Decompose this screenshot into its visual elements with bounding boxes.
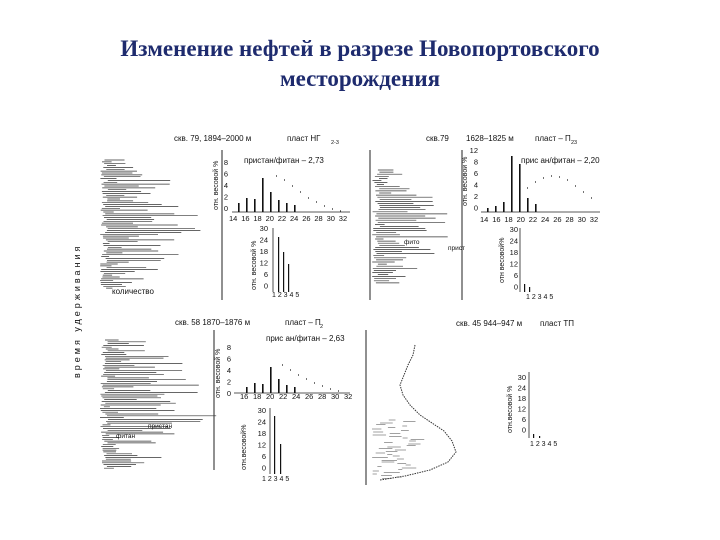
- panel-depth: 1628–1825 м: [466, 134, 514, 143]
- y-tick: 30: [257, 406, 266, 415]
- x-tick: 14: [480, 215, 489, 224]
- side-axis-label: время удерживания: [72, 243, 82, 378]
- y-tick: 18: [259, 247, 268, 256]
- x-tick: 26: [305, 392, 314, 401]
- x-tick: 32: [589, 215, 599, 224]
- alkane-envelope: [527, 176, 592, 198]
- x-tick: 22: [528, 215, 538, 224]
- count-label: количество: [112, 287, 154, 296]
- y-tick: 12: [509, 259, 518, 269]
- composition-bar: [288, 264, 289, 292]
- y-tick: 0: [261, 463, 266, 473]
- chromatogram-bar: [270, 192, 272, 212]
- panel-header: скв. 45 944–947 м: [456, 319, 523, 328]
- chromatogram-bar: [254, 199, 256, 212]
- y-tick: 12: [517, 404, 526, 414]
- chromatogram-bar: [262, 178, 264, 212]
- slide-title-line-1: Изменение нефтей в разрезе Новопортовского: [120, 36, 600, 61]
- y-tick: 6: [513, 271, 518, 280]
- axis-label-pct: отн. весовой %: [215, 348, 222, 398]
- x-tick: 18: [253, 392, 262, 401]
- chromatogram-trace: [100, 340, 216, 468]
- chromatogram-bar: [246, 198, 248, 212]
- bottom-ticks: 1 2 3 4 5: [272, 292, 300, 299]
- alkane-envelope: [282, 365, 339, 391]
- axis-label-pct-2: отн. весовой %: [251, 240, 258, 290]
- x-tick: 24: [290, 214, 299, 223]
- y-tick: 0: [513, 282, 518, 292]
- layer-subscript: 2-3: [331, 140, 339, 146]
- chromatogram-bar: [238, 203, 240, 212]
- layer-label: пласт – П: [285, 318, 321, 327]
- chromatogram-bar: [294, 205, 296, 212]
- y-tick: 6: [473, 169, 478, 178]
- bottom-ticks: 1 2 3 4 5: [526, 294, 554, 301]
- y-tick: 2: [473, 192, 478, 201]
- composition-bar: [283, 252, 284, 292]
- y-tick: 6: [226, 354, 231, 364]
- y-tick: 2: [226, 377, 231, 387]
- chromatogram-bar: [511, 156, 513, 212]
- x-tick: 28: [314, 214, 323, 223]
- y-tick: 30: [259, 224, 268, 233]
- y-tick: 0: [521, 425, 526, 435]
- y-tick: 24: [259, 235, 268, 245]
- peak-label: фито: [404, 239, 420, 246]
- bottom-ticks: 1 2 3 4 5: [262, 476, 290, 483]
- y-tick: 0: [263, 281, 268, 291]
- chromatogram-trace: [372, 170, 448, 283]
- chromatogram-bar: [278, 200, 280, 212]
- chromatogram-bar: [286, 203, 288, 212]
- slide-title-line-2: месторождения: [279, 66, 441, 91]
- x-tick: 16: [492, 215, 501, 224]
- y-tick: 30: [509, 225, 518, 234]
- y-tick: 0: [223, 204, 228, 213]
- chromatogram-bar: [535, 204, 537, 212]
- pristane-phytane-ratio: прис ан/фитан – 2,20: [521, 156, 600, 165]
- x-tick: 16: [240, 392, 249, 401]
- x-tick: 20: [516, 215, 525, 224]
- x-tick: 30: [577, 215, 586, 224]
- x-tick: 22: [277, 214, 287, 223]
- y-tick: 8: [226, 343, 231, 352]
- y-tick: 8: [473, 157, 478, 167]
- y-tick: 8: [223, 158, 228, 167]
- y-tick: 6: [261, 452, 266, 461]
- x-tick: 18: [253, 214, 262, 223]
- x-tick: 26: [302, 214, 311, 223]
- hump-trace: [380, 345, 456, 480]
- peak-label: фитан: [116, 433, 136, 440]
- panel-header: скв. 79, 1894–2000 м: [174, 134, 252, 143]
- layer-label: пласт – П: [535, 134, 571, 143]
- y-tick: 0: [473, 203, 478, 213]
- y-tick: 6: [521, 415, 526, 424]
- chromatogram-bar: [262, 384, 264, 393]
- x-tick: 24: [541, 215, 550, 224]
- y-tick: 12: [469, 146, 478, 155]
- y-tick: 0: [226, 389, 231, 398]
- axis-label-pct-2: отн весовой%: [499, 237, 506, 283]
- x-tick: 28: [318, 392, 327, 401]
- layer-subscript: 23: [571, 140, 578, 146]
- x-tick: 14: [229, 214, 238, 223]
- x-tick: 28: [565, 215, 574, 224]
- peak-label: прист: [448, 245, 465, 252]
- y-tick: 24: [257, 417, 266, 427]
- axis-label-pct-2: отн.весовой %: [507, 385, 514, 433]
- y-tick: 6: [263, 270, 268, 279]
- chromatogram-bar: [495, 206, 497, 212]
- x-tick: 32: [338, 214, 348, 223]
- chromatogram-bar: [487, 208, 489, 212]
- y-tick: 24: [509, 236, 518, 246]
- chromatogram-bar: [503, 202, 505, 212]
- x-tick: 26: [553, 215, 562, 224]
- pristane-phytane-ratio: пристан/фитан – 2,73: [244, 156, 324, 165]
- panel-header: скв.79: [426, 134, 449, 143]
- y-tick: 4: [223, 181, 228, 190]
- y-tick: 18: [517, 394, 526, 403]
- chromatogram-trace: [100, 160, 200, 288]
- x-tick: 18: [504, 215, 513, 224]
- panel-header: скв. 58 1870–1876 м: [175, 318, 251, 327]
- y-tick: 2: [223, 192, 228, 202]
- composition-bar: [278, 237, 279, 292]
- y-tick: 12: [259, 258, 268, 268]
- y-tick: 4: [226, 366, 231, 375]
- y-tick: 12: [257, 440, 266, 450]
- y-tick: 18: [257, 429, 266, 438]
- axis-label-pct: отн. весовой %: [213, 160, 220, 210]
- axis-label-pct-2: отн.весовой%: [241, 424, 248, 470]
- x-tick: 24: [292, 392, 301, 401]
- alkane-envelope: [276, 176, 341, 211]
- y-tick: 30: [517, 373, 526, 382]
- layer-subscript: 2: [320, 324, 324, 330]
- x-tick: 30: [326, 214, 335, 223]
- composition-bar: [274, 416, 275, 474]
- chromatogram-bar: [270, 367, 272, 393]
- x-tick: 30: [331, 392, 340, 401]
- pristane-phytane-ratio: прис ан/фитан – 2,63: [266, 334, 345, 343]
- x-tick: 32: [344, 392, 353, 401]
- x-tick: 20: [265, 214, 274, 223]
- peak-label: пристан: [148, 423, 173, 430]
- chromatogram-bar: [278, 379, 280, 393]
- y-tick: 24: [517, 383, 526, 393]
- x-tick: 20: [266, 392, 275, 401]
- y-tick: 6: [223, 169, 228, 179]
- composition-bar: [529, 287, 530, 292]
- layer-label: пласт НГ: [287, 134, 321, 143]
- axis-label-pct: отн. весовой %: [462, 156, 469, 206]
- composition-bar: [539, 436, 540, 438]
- layer-label: пласт ТП: [540, 319, 574, 328]
- bottom-ticks: 1 2 3 4 5: [530, 441, 558, 448]
- y-tick: 4: [473, 180, 478, 190]
- chromatogram-bar: [527, 198, 529, 212]
- chromatogram-bar: [519, 164, 521, 212]
- x-tick: 22: [279, 392, 288, 401]
- composition-bar: [533, 434, 534, 438]
- composition-bar: [524, 284, 525, 292]
- composition-bar: [280, 444, 281, 474]
- chromatogram-trace: [372, 420, 424, 479]
- x-tick: 16: [241, 214, 250, 223]
- y-tick: 18: [509, 248, 518, 257]
